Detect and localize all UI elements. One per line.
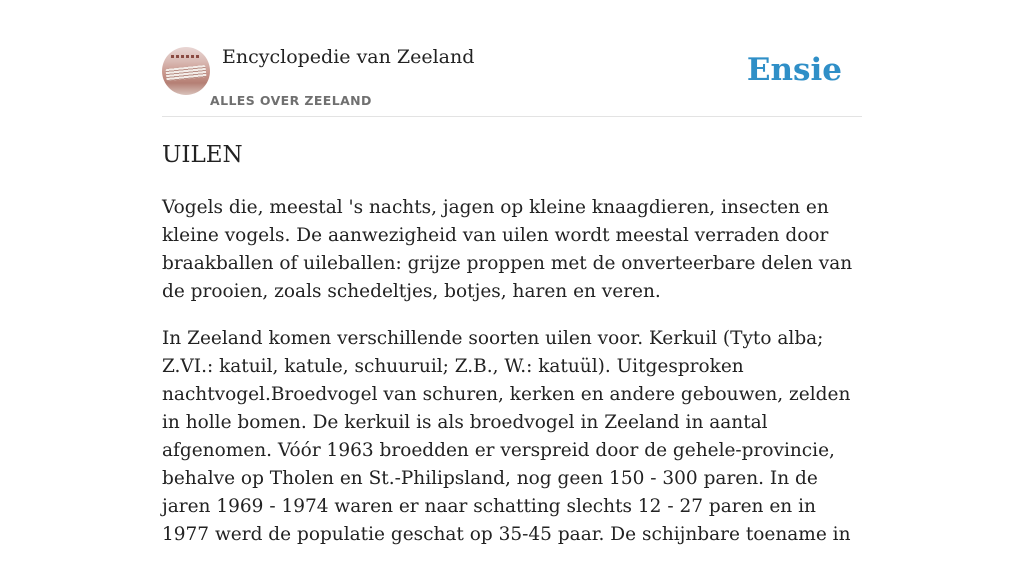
article <box>162 140 864 568</box>
site-tagline: ALLES OVER ZEELAND <box>210 93 372 108</box>
site-avatar[interactable] <box>162 47 210 95</box>
book-icon <box>165 65 206 81</box>
ensie-logo-link[interactable]: Ensie <box>746 52 842 88</box>
site-title[interactable]: Encyclopedie van Zeeland <box>222 46 475 68</box>
article-paragraph: Vogels die, meestal 's nachts, jagen op kleine knaagdieren, insecten en kleine vogels. De aanwezigheid van uilen wordt meestal verraden door braakballen of uileballen: grijze proppen met de onverteerbare delen van de prooien, zoals schedeltjes, botjes, haren en veren. <box>162 197 853 302</box>
article-title: UILEN <box>162 142 243 168</box>
site-header <box>162 0 862 117</box>
article-paragraph: In Zeeland komen verschillende soorten uilen voor. Kerkuil (Tyto alba; Z.VI.: katuil, katule, schuuruil; Z.B., W.: katuül). Uitgesproken nachtvogel.Broedvogel van schuren, kerken en andere gebouwen, zelden in holle bomen. De kerkuil is als broedvogel in Zeeland in aantal afgenomen. Vóór 1963 broedden er verspreid door de gehele-provincie, behalve op Tholen en St.-Philipsland, nog geen 150 - 300 paren. In de jaren 1969 - 1974 waren er naar schatting slechts 12 - 27 paren en in 1977 werd de populatie geschat op 35-45 paar. De schijnbare toename in <box>162 328 851 545</box>
book-pages-icon <box>171 55 201 58</box>
